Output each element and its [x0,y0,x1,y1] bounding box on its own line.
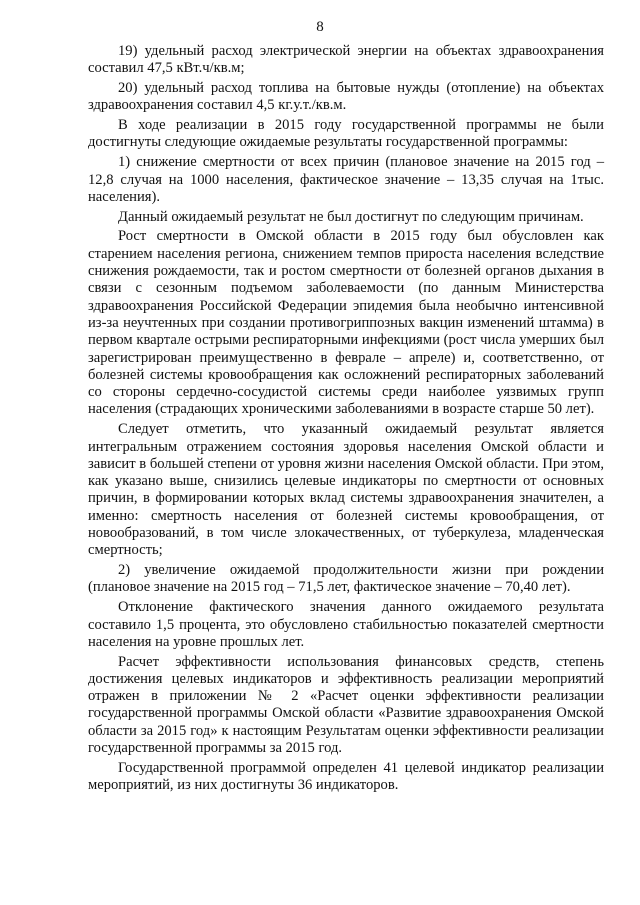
document-body [88,43,604,797]
paragraph-integral-indicator: Следует отметить, что указанный ожидаемый результат является интегральным отражением состояния здоровья населения Омской области и зависит в большей степени от уровня жизни населения Омской области. При этом, как указано выше, снизились целевые индикаторы по смертности от основных причин, в формировании которых вклад системы здравоохранения значителен, а именно: смертность населения от болезней системы кровообращения, от новообразований, в том числе злокачественных, от туберкулеза, младенческая смертность; [88,421,604,559]
paragraph-not-achieved: Данный ожидаемый результат не был достигнут по следующим причинам. [118,208,584,225]
paragraph-item-19: 19) удельный расход электрической энергии на объектах здравоохранения составил 47,5 кВт.ч/кв.м; [88,43,604,77]
paragraph-item-20: 20) удельный расход топлива на бытовые нужды (отопление) на объектах здравоохранения составил 4,5 кг.у.т./кв.м. [88,80,604,114]
paragraph-mortality-result: 1) снижение смертности от всех причин (плановое значение на 2015 год – 12,8 случая на 1000 населения, фактическое значение – 13,35 случая на 1тыс. населения). [88,154,604,205]
paragraph-indicators-summary: Государственной программой определен 41 целевой индикатор реализации мероприятий, из них достигнуты 36 индикаторов. [88,759,604,794]
paragraph-deviation: Отклонение фактического значения данного ожидаемого результата составило 1,5 процента, это обусловлено стабильностью показателей смертности населения на уровне прошлых лет. [88,599,604,650]
page-number: 8 [316,19,324,35]
paragraph-mortality-reasons: Рост смертности в Омской области в 2015 году был обусловлен как старением населения региона, снижением темпов прироста населения вследствие снижения рождаемости, так и ростом смертности от болезней органов дыхания в связи с сезонным подъемом заболеваемости (по данным Министерства здравоохранения Российской Федерации эпидемия была необычно интенсивной из-за неучтенных при создании противогриппозных вакцин изменений штамма) в первом квартале острыми респираторными инфекциями (рост числа умерших был зарегистрирован преимущественно в феврале – апреле) и, соответственно, от болезней системы кровообращения как осложнений респираторных заболеваний со стороны сердечно-сосудистой системы среди наиболее уязвимых групп населения (страдающих хроническими заболеваниями в возрасте старше 50 лет). [88,228,604,418]
paragraph-results-intro: В ходе реализации в 2015 году государственной программы не были достигнуты следующие ожидаемые результаты государственной программы: [88,117,604,151]
paragraph-efficiency-calc: Расчет эффективности использования финансовых средств, степень достижения целевых индикаторов и эффективность реализации мероприятий отражен в приложении № 2 «Расчет оценки эффективности реализации государственной программы Омской области «Развитие здравоохранения Омской области за 2015 год» к настоящим Результатам оценки эффективности реализации государственной программы за 2015 год. [88,653,604,757]
paragraph-life-expectancy: 2) увеличение ожидаемой продолжительности жизни при рождении (плановое значение на 2015 год – 71,5 лет, фактическое значение – 70,40 лет). [88,562,604,596]
